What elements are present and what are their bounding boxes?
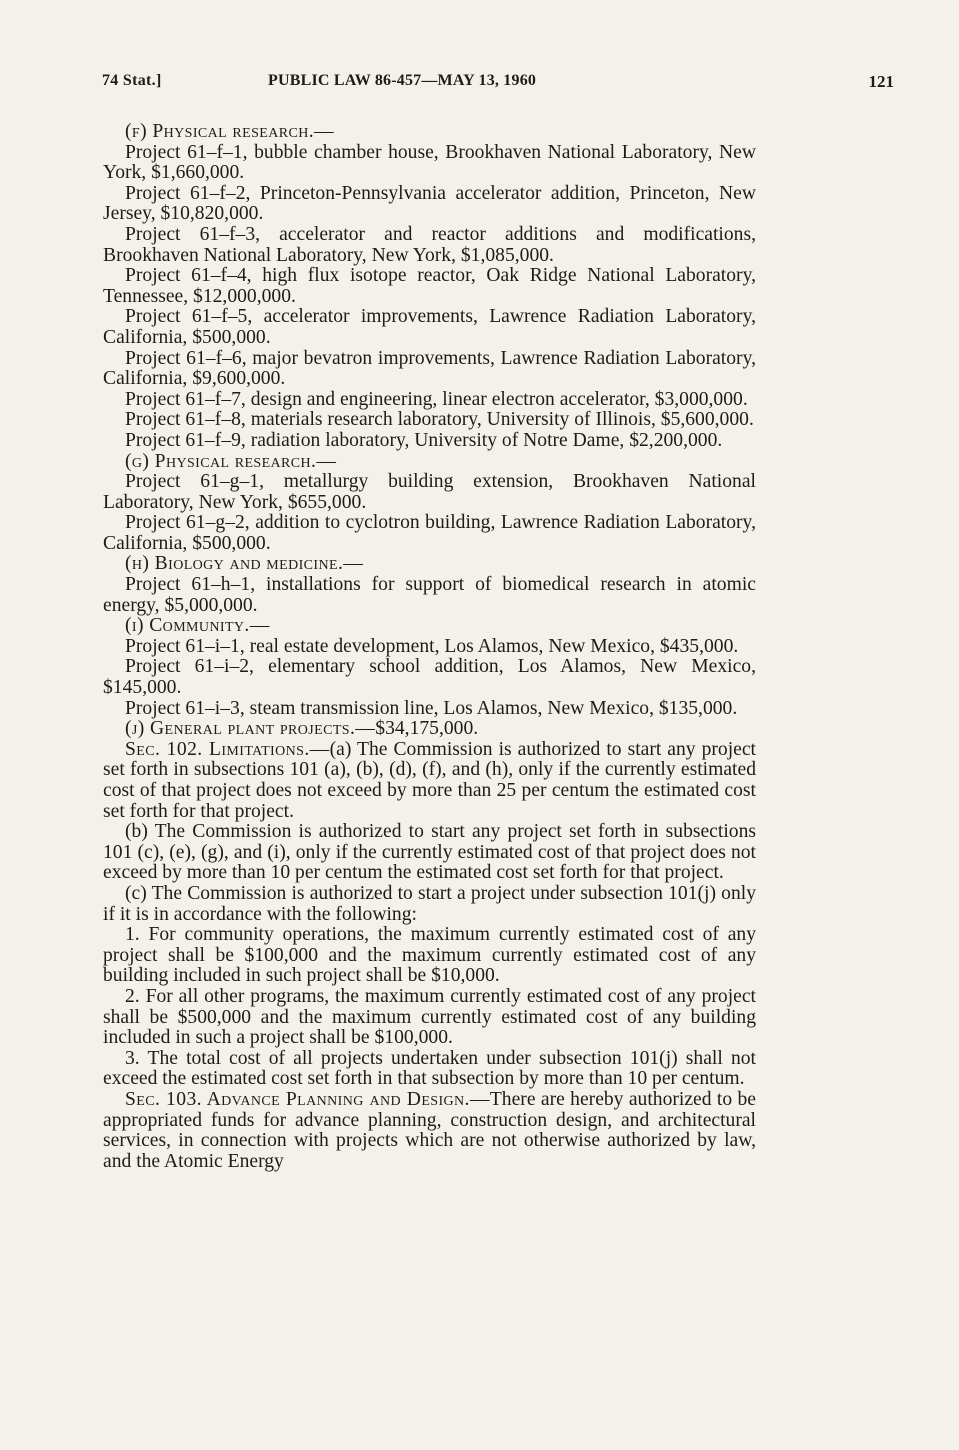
section-heading: Sec. 102. Limitations.— xyxy=(125,738,330,760)
paragraph-text: (c) The Commission is authorized to start a project under subsection 101(j) only if it is in accordance with the following: xyxy=(103,882,756,925)
body-text xyxy=(103,122,756,1172)
paragraph xyxy=(103,699,756,720)
section-heading: (j) General plant projects.— xyxy=(125,718,376,740)
paragraph-text: Project 61–f–3, accelerator and reactor additions and modifications, Brookhaven National Laboratory, New York, $1,085,000. xyxy=(103,223,756,266)
paragraph xyxy=(103,740,756,822)
paragraph xyxy=(103,575,756,616)
paragraph-text: Project 61–f–4, high flux isotope reactor, Oak Ridge National Laboratory, Tennessee, $12,000,000. xyxy=(103,265,756,307)
paragraph-text: Project 61–f–9, radiation laboratory, University of Notre Dame, $2,200,000. xyxy=(125,429,723,451)
paragraph xyxy=(103,637,756,658)
paragraph-text: Project 61–f–1, bubble chamber house, Brookhaven National Laboratory, New York, $1,660,000. xyxy=(103,141,756,184)
paragraph xyxy=(103,1090,756,1172)
paragraph xyxy=(103,225,756,266)
paragraph xyxy=(103,513,756,554)
paragraph xyxy=(103,657,756,698)
paragraph xyxy=(103,122,756,143)
paragraph-text: Project 61–f–6, major bevatron improvements, Lawrence Radiation Laboratory, California, $9,600,000. xyxy=(103,347,756,390)
paragraph-text: 1. For community operations, the maximum currently estimated cost of any project shall be $100,000 and the maximum currently estimated cost of any building included in such project shall be $10,000. xyxy=(103,924,756,987)
paragraph-text: Project 61–g–1, metallurgy building extension, Brookhaven National Laboratory, New York, $655,000. xyxy=(103,471,756,513)
paragraph-text: There are hereby authorized to be appropriated funds for advance planning, construction design, and architectural services, in connection with projects which are not otherwise authorized by law, and the Atomic Energy xyxy=(103,1088,756,1172)
paragraph-text: Project 61–f–5, accelerator improvements, Lawrence Radiation Laboratory, California, $500,000. xyxy=(103,306,756,348)
paragraph-text: Project 61–f–7, design and engineering, linear electron accelerator, $3,000,000. xyxy=(125,388,748,410)
paragraph xyxy=(103,431,756,452)
paragraph-text: Project 61–i–2, elementary school addition, Los Alamos, New Mexico, $145,000. xyxy=(103,656,756,699)
paragraph-text: Project 61–g–2, addition to cyclotron building, Lawrence Radiation Laboratory, California, $500,000. xyxy=(103,512,756,554)
section-heading: (i) Community.— xyxy=(125,615,270,637)
paragraph-text: 3. The total cost of all projects undertaken under subsection 101(j) shall not exceed the estimated cost set forth in that subsection by more than 10 per centum. xyxy=(103,1047,756,1090)
paragraph-text: Project 61–f–2, Princeton-Pennsylvania accelerator addition, Princeton, New Jersey, $10,820,000. xyxy=(103,182,756,225)
section-heading: Sec. 103. Advance Planning and Design.— xyxy=(125,1088,490,1110)
paragraph-text: Project 61–h–1, installations for support of biomedical research in atomic energy, $5,000,000. xyxy=(103,574,756,616)
section-heading: (g) Physical research.— xyxy=(125,450,337,472)
paragraph xyxy=(103,349,756,390)
running-header xyxy=(102,72,894,98)
paragraph-text: Project 61–i–3, steam transmission line, Los Alamos, New Mexico, $135,000. xyxy=(125,697,738,719)
paragraph xyxy=(103,884,756,925)
paragraph-text: Project 61–f–8, materials research laboratory, University of Illinois, $5,600,000. xyxy=(125,409,754,431)
paragraph-text: (b) The Commission is authorized to start any project set forth in subsections 101 (c), (e), (g), and (i), only if the currently estimated cost of that project does not exceed by more than 10 per centum the estimated cost set forth for that project. xyxy=(103,821,756,884)
paragraph xyxy=(103,184,756,225)
paragraph-text: (a) The Commission is authorized to start any project set forth in subsections 101 (a), (b), (d), (f), and (h), only if the currently estimated cost of that project does not exceed by more than 25 per centum the estimated cost set forth for that project. xyxy=(103,738,756,822)
paragraph xyxy=(103,307,756,348)
section-heading: (h) Biology and medicine.— xyxy=(125,553,364,575)
paragraph xyxy=(103,143,756,184)
paragraph-text: $34,175,000. xyxy=(375,718,479,740)
statute-volume: 74 Stat.] xyxy=(102,72,162,89)
page-number: 121 xyxy=(868,72,894,91)
paragraph-text: Project 61–i–1, real estate development, Los Alamos, New Mexico, $435,000. xyxy=(125,635,739,657)
paragraph xyxy=(103,1049,756,1090)
paragraph xyxy=(103,554,756,575)
paragraph xyxy=(103,822,756,884)
paragraph-text: 2. For all other programs, the maximum currently estimated cost of any project shall be $500,000 and the maximum currently estimated cost of any building included in such a project shall be $100,000. xyxy=(103,985,756,1049)
paragraph xyxy=(103,472,756,513)
paragraph xyxy=(103,390,756,411)
paragraph xyxy=(103,616,756,637)
paragraph xyxy=(103,925,756,987)
header-title: PUBLIC LAW 86-457—MAY 13, 1960 xyxy=(268,72,537,89)
paragraph xyxy=(103,266,756,307)
paragraph xyxy=(103,987,756,1049)
paragraph xyxy=(103,410,756,431)
paragraph xyxy=(103,719,756,740)
paragraph xyxy=(103,452,756,473)
section-heading: (f) Physical research.— xyxy=(125,121,335,142)
